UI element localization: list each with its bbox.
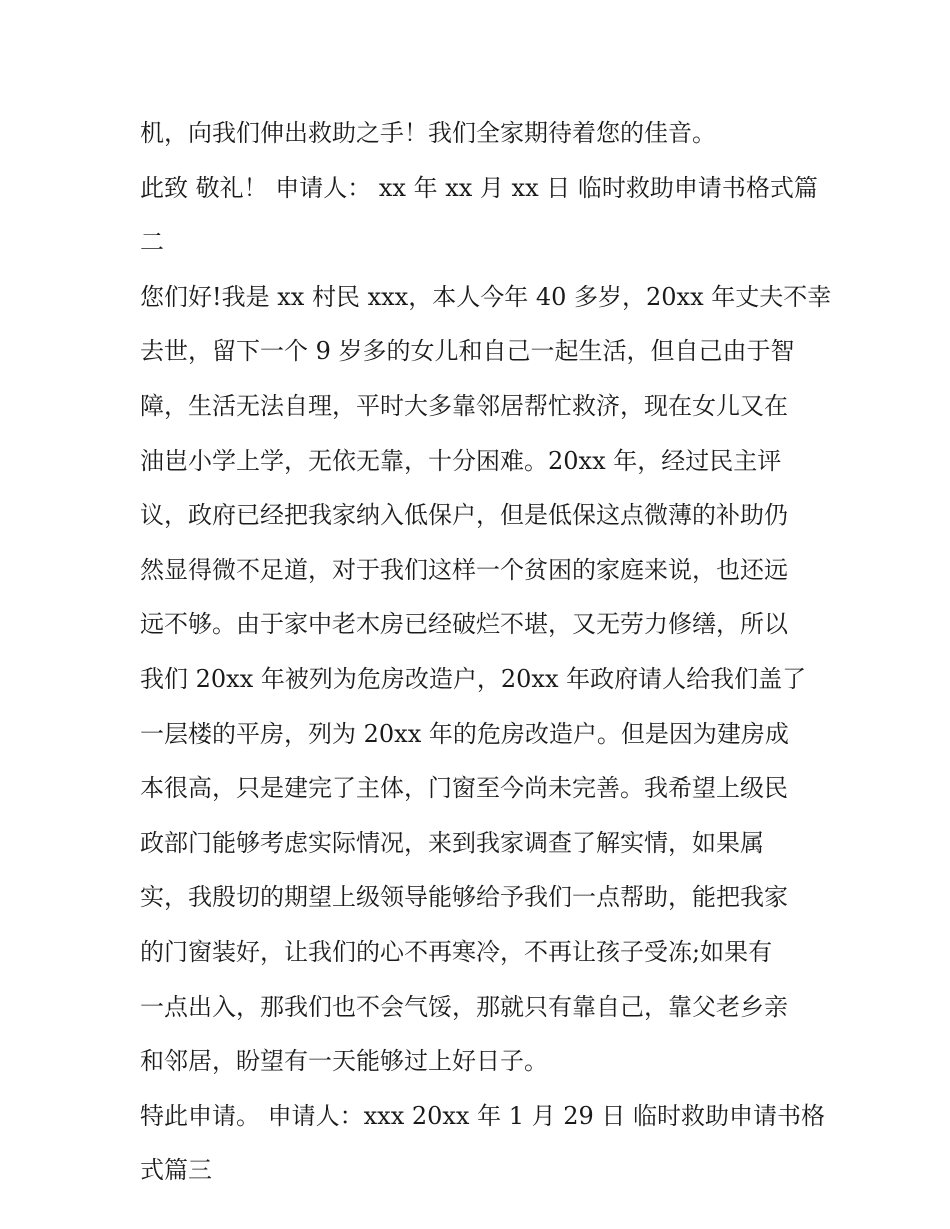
text-line: 障，生活无法自理，平时大多靠邻居帮忙救济，现在女儿又在 <box>140 391 788 420</box>
text-line: 的门窗装好，让我们的心不再寒冷，不再让孩子受冻;如果有 <box>140 937 773 966</box>
text-line: 此致 敬礼！ 申请人： xx 年 xx 月 xx 日 临时救助申请书格式篇 <box>140 173 818 202</box>
text-line: 远不够。由于家中老木房已经破烂不堪，又无劳力修缮，所以 <box>140 610 788 639</box>
text-line: 式篇三 <box>140 1156 212 1185</box>
text-line: 一层楼的平房，列为 20xx 年的危房改造户。但是因为建房成 <box>140 719 789 748</box>
text-line: 机，向我们伸出救助之手！我们全家期待着您的佳音。 <box>140 119 716 147</box>
document-body <box>140 106 832 1198</box>
text-line: 本很高，只是建完了主体，门窗至今尚未完善。我希望上级民 <box>140 774 788 803</box>
text-line: 一点出入，那我们也不会气馁，那就只有靠自己，靠父老乡亲 <box>140 992 788 1021</box>
text-line: 然显得微不足道，对于我们这样一个贫困的家庭来说，也还远 <box>140 555 788 584</box>
text-line: 您们好!我是 xx 村民 xxx，本人今年 40 多岁，20xx 年丈夫不幸 <box>140 282 832 311</box>
text-line: 二 <box>140 228 164 257</box>
text-line: 油岜小学上学，无依无靠，十分困难。20xx 年，经过民主评 <box>140 446 782 475</box>
text-line: 去世，留下一个 9 岁多的女儿和自己一起生活，但自己由于智 <box>140 337 795 366</box>
text-line: 我们 20xx 年被列为危房改造户，20xx 年政府请人给我们盖了 <box>140 664 807 693</box>
text-line: 实，我殷切的期望上级领导能够给予我们一点帮助，能把我家 <box>140 883 788 912</box>
text-line: 和邻居，盼望有一天能够过上好日子。 <box>140 1047 548 1076</box>
text-line: 政部门能够考虑实际情况，来到我家调查了解实情，如果属 <box>140 828 764 857</box>
text-line: 特此申请。 申请人：xxx 20xx 年 1 月 29 日 临时救助申请书格 <box>140 1101 826 1130</box>
text-line: 议，政府已经把我家纳入低保户，但是低保这点微薄的补助仍 <box>140 501 788 530</box>
